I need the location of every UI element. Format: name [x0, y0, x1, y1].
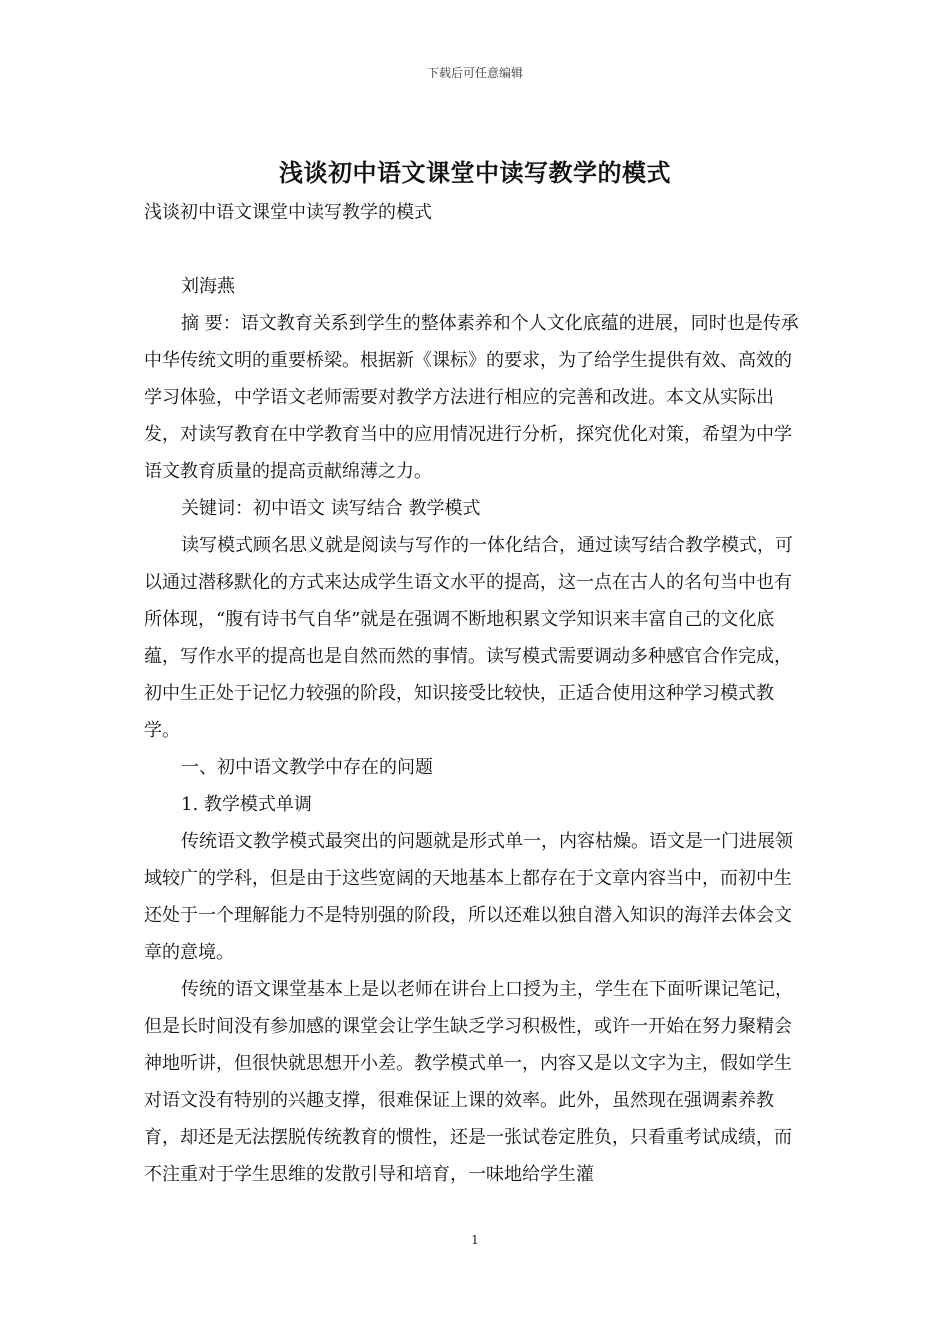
header-note: 下载后可任意编辑: [426, 66, 523, 80]
author-name: 刘海燕: [181, 276, 235, 297]
document-subtitle: 浅谈初中语文课堂中读写教学的模式: [144, 202, 432, 223]
subsection-heading: 1. 教学模式单调: [181, 794, 312, 815]
document-title: 浅谈初中语文课堂中读写教学的模式: [279, 158, 671, 187]
body-paragraph: 传统语文教学模式最突出的问题就是形式单一，内容枯燥。语文是一门进展领域较广的学科，但是由于这些宽阔的天地基本上都存在于文章内容当中，而初中生还处于一个理解能力不是特别强的阶段，所以还难以独自潜入知识的海洋去体会文章的意境。: [144, 831, 793, 963]
page-number: 1: [471, 1233, 479, 1247]
document-body: [144, 194, 806, 1193]
intro-paragraph: 读写模式顾名思义就是阅读与写作的一体化结合，通过读写结合教学模式，可以通过潜移默化的方式来达成学生语文水平的提高，这一点在古人的名句当中也有所体现，“腹有诗书气自华”就是在强调不断地积累文学知识来丰富自己的文化底蕴，写作水平的提高也是自然而然的事情。读写模式需要调动多种感官合作完成，初中生正处于记忆力较强的阶段，知识接受比较快，正适合使用这种学习模式教学。: [144, 535, 793, 741]
section-heading: 一、初中语文教学中存在的问题: [181, 757, 433, 778]
keywords-line: 关键词：初中语文 读写结合 教学模式: [181, 498, 481, 519]
body-paragraph: 传统的语文课堂基本上是以老师在讲台上口授为主，学生在下面听课记笔记，但是长时间没有参加感的课堂会让学生缺乏学习积极性，或许一开始在努力聚精会神地听讲，但很快就思想开小差。教学模式单一，内容又是以文字为主，假如学生对语文没有特别的兴趣支撑，很难保证上课的效率。此外，虽然现在强调素养教育，却还是无法摆脱传统教育的惯性，还是一张试卷定胜负，只看重考试成绩，而不注重对于学生思维的发散引导和培育，一味地给学生灌: [144, 979, 793, 1185]
abstract-paragraph: 摘 要：语文教育关系到学生的整体素养和个人文化底蕴的进展，同时也是传承中华传统文明的重要桥梁。根据新《课标》的要求，为了给学生提供有效、高效的学习体验，中学语文老师需要对教学方法进行相应的完善和改进。本文从实际出发，对读写教育在中学教育当中的应用情况进行分析，探究优化对策，希望为中学语文教育质量的提高贡献绵薄之力。: [144, 313, 799, 482]
